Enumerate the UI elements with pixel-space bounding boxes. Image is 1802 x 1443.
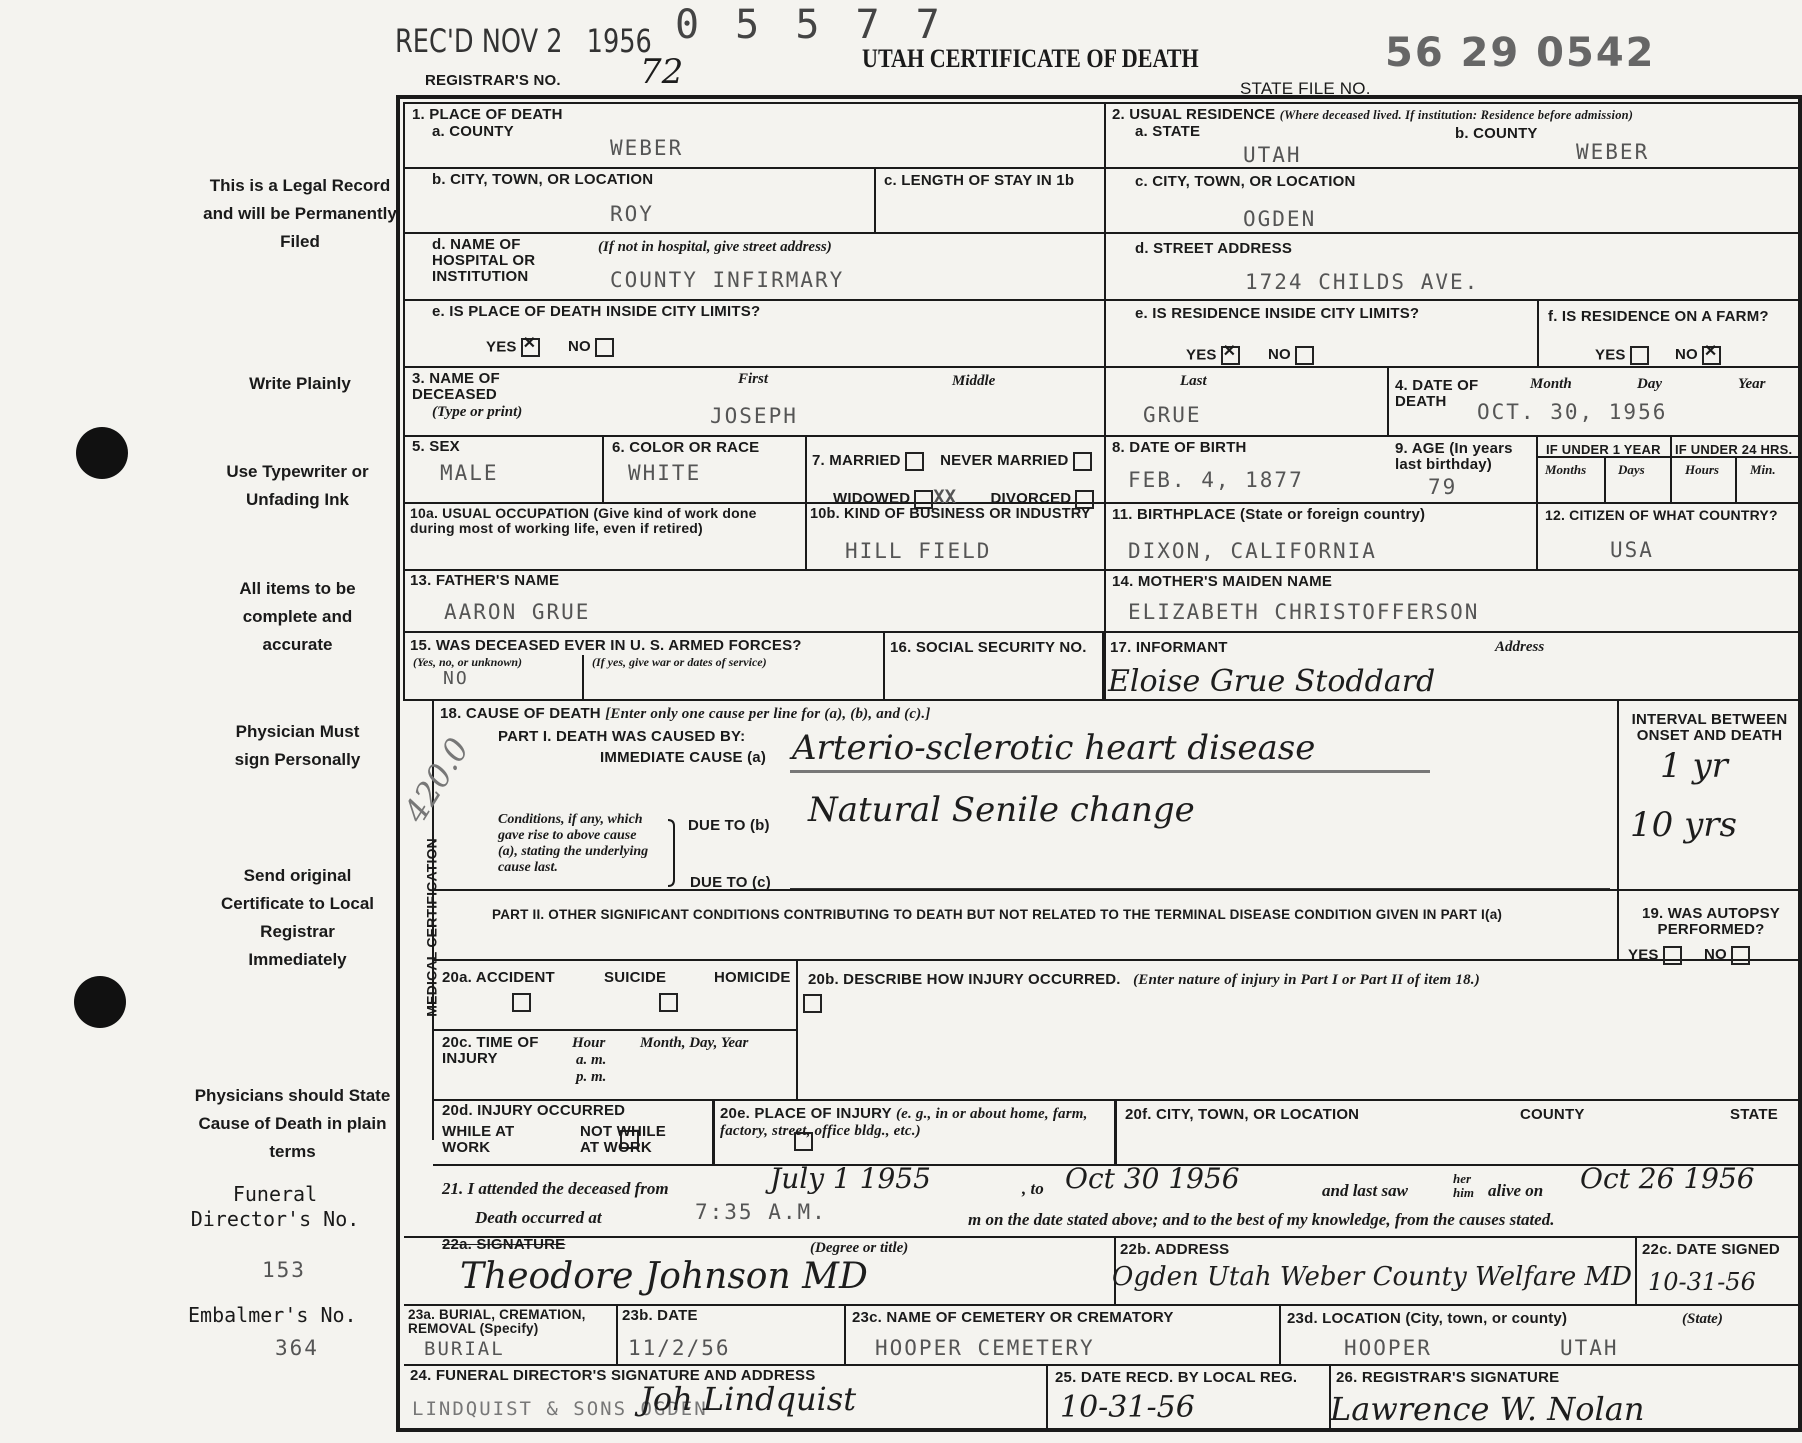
death-inside-no-checkbox[interactable] <box>595 338 614 357</box>
not-while-at-work: NOT WHILE AT WORK <box>580 1123 666 1156</box>
homicide-checkbox[interactable] <box>803 994 822 1013</box>
last-name-value: GRUE <box>1143 403 1202 427</box>
attended-label: 21. I attended the deceased from <box>442 1179 669 1198</box>
residence-city-value: OGDEN <box>1243 207 1317 231</box>
type-or-print-note: (Type or print) <box>432 404 523 420</box>
last-label: Last <box>1180 373 1207 389</box>
registrar-signature: Lawrence W. Nolan <box>1330 1390 1645 1428</box>
hospital-label: d. NAME OF HOSPITAL OR INSTITUTION <box>432 236 536 285</box>
part-2-label: PART II. OTHER SIGNIFICANT CONDITIONS CONTRIBUTING TO DEATH BUT NOT RELATED TO THE TERMINAL DISEASE CONDITION GIVEN IN PART I(a) <box>492 907 1503 922</box>
date-received-label: 25. DATE RECD. BY LOCAL REG. <box>1055 1369 1298 1386</box>
birth-date-label: 8. DATE OF BIRTH <box>1112 439 1247 456</box>
death-county-label: a. COUNTY <box>432 123 514 140</box>
sidebar-send: Send original Certificate to Local Registrar Immediately <box>220 866 375 969</box>
burial-date-label: 23b. DATE <box>622 1307 698 1324</box>
death-city-value: ROY <box>610 202 654 226</box>
immediate-cause-underline <box>790 770 1430 773</box>
burial-state-value: UTAH <box>1560 1336 1619 1360</box>
interval-label: INTERVAL BETWEEN ONSET AND DEATH <box>1631 711 1788 744</box>
place-of-injury-label: 20e. PLACE OF INJURY (e. g., in or about home, farm, factory, street, office bldg., etc.) <box>720 1105 1088 1139</box>
stamp-text: REC'D NOV 2 <box>395 22 563 60</box>
ssn-label: 16. SOCIAL SECURITY NO. <box>890 639 1087 656</box>
injury-describe-label: 20b. DESCRIBE HOW INJURY OCCURRED. (Enter nature of injury in Part I or Part II of item 18.) <box>808 971 1480 988</box>
registrar-signature-label: 26. REGISTRAR'S SIGNATURE <box>1336 1369 1560 1386</box>
registrar-label: REGISTRAR'S NO. <box>425 72 561 89</box>
funeral-director-address: LINDQUIST & SONS OGDEN <box>412 1398 708 1420</box>
autopsy-yes-checkbox[interactable] <box>1663 946 1682 965</box>
immediate-cause-value: Arterio-sclerotic heart disease <box>792 728 1316 768</box>
age-value: 79 <box>1428 475 1458 499</box>
burial-date-value: 11/2/56 <box>628 1336 731 1360</box>
due-to-c-line <box>790 888 1610 889</box>
injury-vertical-divider-1 <box>713 1100 715 1165</box>
due-to-b-label: DUE TO (b) <box>688 817 770 834</box>
funeral-director-label: Funeral Director's No. <box>190 1182 360 1231</box>
year-label: Year <box>1738 376 1766 392</box>
funeral-director-signature: Joh Lindquist <box>640 1380 857 1418</box>
death-time-value: 7:35 A.M. <box>695 1200 827 1224</box>
cause-of-death-label: 18. CAUSE OF DEATH [Enter only one cause per line for (a), (b), and (c).] <box>440 705 931 722</box>
disease-code: 420.0 <box>395 731 477 830</box>
immediate-cause-label: IMMEDIATE CAUSE (a) <box>600 749 767 766</box>
due-to-c-label: DUE TO (c) <box>690 874 771 891</box>
while-at-work: WHILE AT WORK <box>442 1123 515 1156</box>
autopsy-no-checkbox[interactable] <box>1731 946 1750 965</box>
physician-signature: Theodore Johnson MD <box>460 1256 868 1297</box>
father-label: 13. FATHER'S NAME <box>410 572 560 589</box>
funeral-director-number: 153 <box>262 1258 306 1282</box>
residence-county-value: WEBER <box>1576 140 1650 164</box>
informant-address-label: Address <box>1495 639 1545 655</box>
suicide-label: SUICIDE <box>604 969 667 986</box>
under-24-hours-label: IF UNDER 24 HRS. <box>1675 442 1793 457</box>
death-inside-yes: YES✕ NO <box>486 338 614 357</box>
hospital-value: COUNTY INFIRMARY <box>610 268 845 292</box>
residence-state-label: a. STATE <box>1135 123 1201 140</box>
length-of-stay-label: c. LENGTH OF STAY IN 1b <box>884 172 1075 189</box>
farm-no-checkbox[interactable] <box>1702 346 1721 365</box>
sidebar-physician: Physician Must sign Personally <box>234 722 361 769</box>
sex-label: 5. SEX <box>412 438 460 455</box>
stamp-year: 1956 <box>586 22 652 60</box>
injury-date-label: Month, Day, Year <box>640 1035 749 1051</box>
never-married-checkbox[interactable] <box>1073 452 1092 471</box>
death-inside-city-label: e. IS PLACE OF DEATH INSIDE CITY LIMITS? <box>432 303 761 320</box>
sex-value: MALE <box>440 461 499 485</box>
death-inside-yes-checkbox[interactable] <box>521 338 540 357</box>
injury-hour-label: Hour a. m. p. m. <box>572 1035 607 1085</box>
date-signed-value: 10-31-56 <box>1648 1268 1756 1296</box>
hospital-note: (If not in hospital, give street address) <box>598 239 832 255</box>
injury-vertical-divider-2 <box>1115 1100 1117 1165</box>
physician-address-label: 22b. ADDRESS <box>1120 1241 1230 1258</box>
residence-label: 2. USUAL RESIDENCE (Where deceased lived. If institution: Residence before admission) <box>1112 106 1634 123</box>
residence-inside-options: YES✕ NO <box>1186 346 1314 365</box>
farm-options: YES NO✕ <box>1595 346 1721 365</box>
business-label: 10b. KIND OF BUSINESS OR INDUSTRY <box>810 506 1091 522</box>
birthplace-label: 11. BIRTHPLACE (State or foreign country) <box>1112 506 1426 523</box>
residence-city-label: c. CITY, TOWN, OR LOCATION <box>1135 173 1356 190</box>
armed-forces-label: 15. WAS DECEASED EVER IN U. S. ARMED FORCES? <box>410 637 802 654</box>
her-him-label: her him <box>1453 1171 1474 1200</box>
residence-county-label: b. COUNTY <box>1455 125 1538 142</box>
informant-signature: Eloise Grue Stoddard <box>1108 664 1436 699</box>
first-name-value: JOSEPH <box>710 404 798 428</box>
injury-state-label: STATE <box>1730 1106 1778 1123</box>
date-signed-label: 22c. DATE SIGNED <box>1642 1241 1780 1258</box>
burial-state-note: (State) <box>1682 1311 1723 1327</box>
residence-inside-city-label: e. IS RESIDENCE INSIDE CITY LIMITS? <box>1135 305 1420 322</box>
embalmer-number: 364 <box>275 1336 319 1360</box>
statement-text: m on the date stated above; and to the best of my knowledge, from the causes stated. <box>968 1210 1555 1229</box>
citizen-label: 12. CITIZEN OF WHAT COUNTRY? <box>1545 507 1778 523</box>
under-1-year-label: IF UNDER 1 YEAR <box>1546 442 1661 457</box>
attended-to-value: Oct 30 1956 <box>1065 1162 1240 1195</box>
married-checkbox[interactable] <box>905 452 924 471</box>
interval-a-value: 1 yr <box>1660 746 1728 786</box>
deceased-name-label: 3. NAME OF DECEASED <box>412 370 500 403</box>
signature-label: 22a. SIGNATURE <box>442 1236 566 1253</box>
sidebar-legal: This is a Legal Record and will be Permanently Filed <box>203 176 397 251</box>
birth-date-value: FEB. 4, 1877 <box>1128 468 1304 492</box>
residence-inside-no-checkbox[interactable] <box>1295 346 1314 365</box>
date-of-death-value: OCT. 30, 1956 <box>1477 400 1668 424</box>
sidebar-typewriter: Use Typewriter or Unfading Ink <box>226 462 369 509</box>
homicide-label: HOMICIDE <box>714 969 791 986</box>
residence-state-value: UTAH <box>1243 143 1302 167</box>
burial-type-label: 23a. BURIAL, CREMATION, REMOVAL (Specify) <box>408 1307 586 1337</box>
interval-b-value: 10 yrs <box>1630 805 1737 845</box>
residence-inside-yes-checkbox[interactable] <box>1221 346 1240 365</box>
injury-city-label: 20f. CITY, TOWN, OR LOCATION <box>1125 1106 1360 1123</box>
mother-value: ELIZABETH CHRISTOFFERSON <box>1128 600 1480 624</box>
date-of-death-label: 4. DATE OF DEATH <box>1395 377 1479 410</box>
armed-note-2: (If yes, give war or dates of service) <box>592 655 767 669</box>
due-to-b-value: Natural Senile change <box>808 790 1195 830</box>
burial-location-value: HOOPER <box>1344 1336 1432 1360</box>
citizen-value: USA <box>1610 538 1654 562</box>
farm-yes-checkbox[interactable] <box>1630 346 1649 365</box>
armed-forces-value: NO <box>443 668 469 689</box>
months-label: Months <box>1545 462 1587 477</box>
registrar-number: 72 <box>640 52 684 92</box>
last-saw-label: and last saw <box>1322 1181 1408 1200</box>
cemetery-label: 23c. NAME OF CEMETERY OR CREMATORY <box>852 1309 1174 1326</box>
marital-status: 7. MARRIED NEVER MARRIED WIDOWED XX DIVORCED <box>812 443 1102 517</box>
part-1-label: PART I. DEATH WAS CAUSED BY: <box>498 728 746 745</box>
alive-on-value: Oct 26 1956 <box>1580 1162 1755 1195</box>
attended-from-value: July 1 1955 <box>770 1162 931 1195</box>
alive-on-label: alive on <box>1488 1181 1544 1200</box>
middle-label: Middle <box>952 373 996 389</box>
business-value: HILL FIELD <box>845 539 992 563</box>
month-label: Month <box>1530 376 1572 392</box>
autopsy-label: 19. WAS AUTOPSY PERFORMED? <box>1641 905 1781 938</box>
day-label: Day <box>1637 376 1662 392</box>
minutes-label: Min. <box>1750 462 1776 477</box>
death-city-label: b. CITY, TOWN, OR LOCATION <box>432 171 654 188</box>
cemetery-value: HOOPER CEMETERY <box>875 1336 1095 1360</box>
occupation-label: 10a. USUAL OCCUPATION (Give kind of work done during most of working life, even if retired) <box>410 505 757 536</box>
death-occurred-label: Death occurred at <box>475 1208 602 1227</box>
physician-address-value: Ogden Utah Weber County Welfare MD <box>1112 1262 1632 1292</box>
widowed-mark: XX <box>933 486 957 508</box>
injury-county-label: COUNTY <box>1520 1106 1585 1123</box>
death-county-value: WEBER <box>610 136 684 160</box>
autopsy-options: YES NO <box>1628 946 1750 965</box>
attended-to-label: , to <box>1022 1179 1044 1198</box>
suicide-checkbox[interactable] <box>659 993 678 1012</box>
sidebar-complete: All items to be complete and accurate <box>239 579 356 654</box>
place-of-death-label: 1. PLACE OF DEATH <box>412 106 563 123</box>
degree-label: (Degree or title) <box>810 1240 909 1256</box>
conditions-note: Conditions, if any, which gave rise to above cause (a), stating the underlying cause last. <box>498 812 649 875</box>
armed-note-1: (Yes, no, or unknown) <box>413 655 523 669</box>
father-value: AARON GRUE <box>444 600 591 624</box>
race-label: 6. COLOR OR RACE <box>612 439 760 456</box>
embalmer-label: Embalmer's No. <box>188 1303 357 1327</box>
certificate-title: UTAH CERTIFICATE OF DEATH <box>862 44 1199 73</box>
accident-label: 20a. ACCIDENT <box>442 969 555 986</box>
funeral-director-signature-label: 24. FUNERAL DIRECTOR'S SIGNATURE AND ADDRESS <box>410 1367 816 1384</box>
state-file-number: 56 29 0542 <box>1385 30 1656 76</box>
hours-label: Hours <box>1685 462 1719 477</box>
burial-location-label: 23d. LOCATION (City, town, or county) <box>1287 1310 1568 1327</box>
street-address-value: 1724 CHILDS AVE. <box>1245 270 1480 294</box>
medical-certification-label: MEDICAL CERTIFICATION <box>423 838 440 1017</box>
first-label: First <box>738 371 769 387</box>
street-address-label: d. STREET ADDRESS <box>1135 240 1293 257</box>
sidebar-plain-terms: Physicians should State Cause of Death in plain terms <box>194 1086 391 1161</box>
date-received-value: 10-31-56 <box>1060 1390 1195 1425</box>
age-label: 9. AGE (In years last birthday) <box>1395 440 1513 473</box>
state-file-label: STATE FILE NO. <box>1240 79 1371 98</box>
days-label: Days <box>1618 462 1645 477</box>
sidebar-write-plainly: Write Plainly <box>249 374 351 393</box>
injury-occurred-label: 20d. INJURY OCCURRED <box>442 1102 626 1119</box>
mother-label: 14. MOTHER'S MAIDEN NAME <box>1112 573 1333 590</box>
birthplace-value: DIXON, CALIFORNIA <box>1128 539 1377 563</box>
farm-label: f. IS RESIDENCE ON A FARM? <box>1548 308 1769 325</box>
time-of-injury-label: 20c. TIME OF INJURY <box>442 1034 539 1067</box>
top-number: 0 5 5 7 7 <box>675 2 946 48</box>
informant-label: 17. INFORMANT <box>1110 639 1228 656</box>
race-value: WHITE <box>628 461 702 485</box>
burial-type-value: BURIAL <box>424 1338 505 1360</box>
accident-checkbox[interactable] <box>512 993 531 1012</box>
